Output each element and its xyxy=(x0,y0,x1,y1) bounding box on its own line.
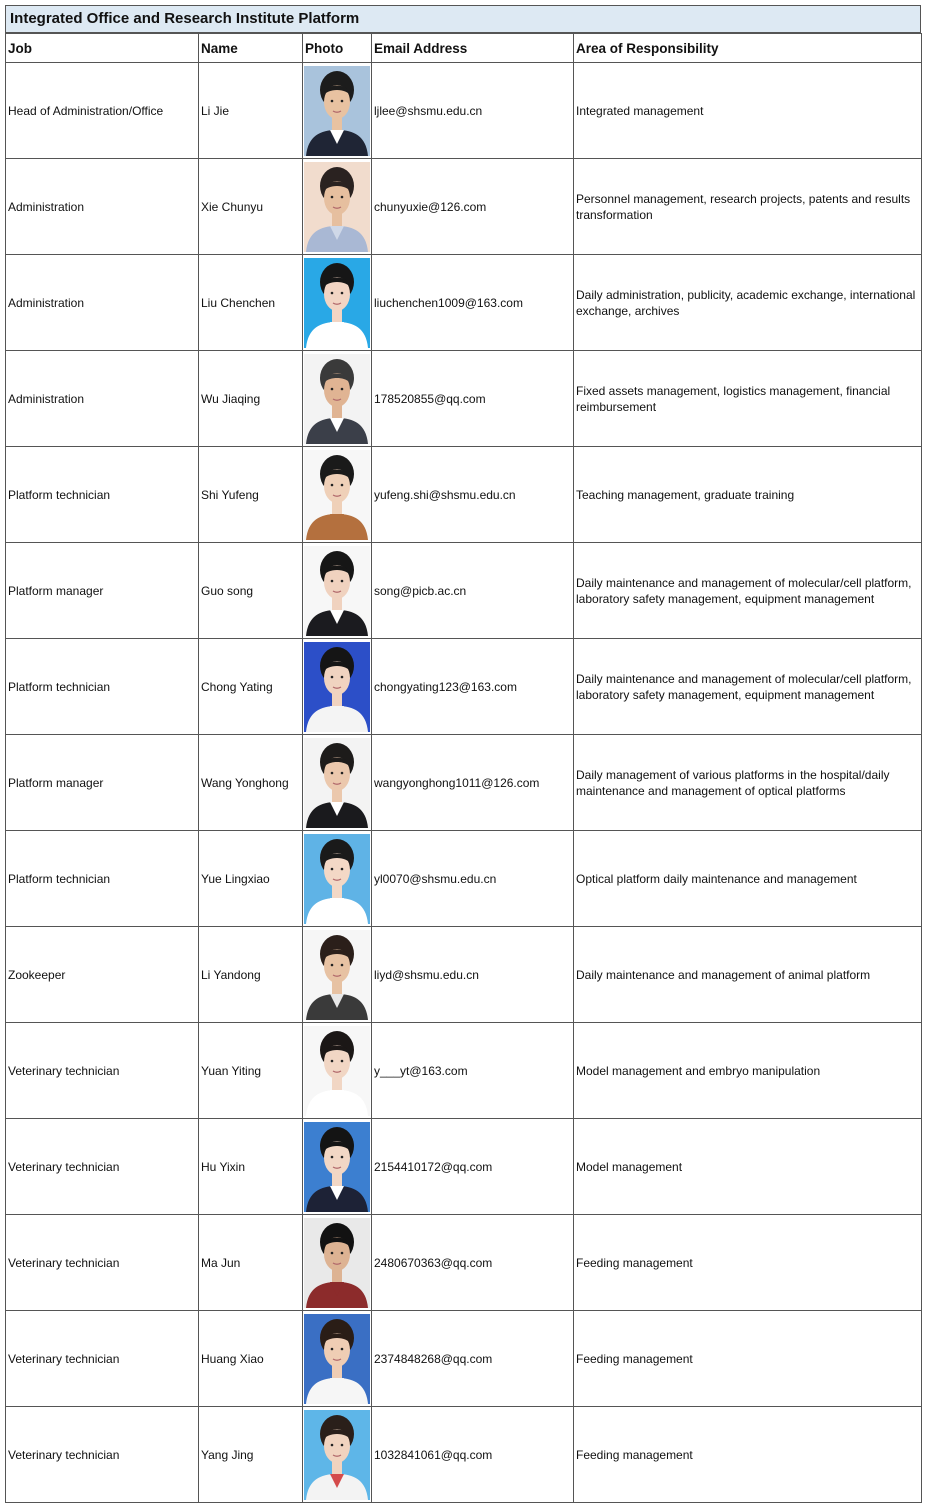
email-cell: ljlee@shsmu.edu.cn xyxy=(372,63,574,159)
portrait-photo xyxy=(304,258,370,348)
photo-cell xyxy=(303,1215,372,1311)
staff-sheet xyxy=(5,5,921,1503)
responsibility-cell: Optical platform daily maintenance and management xyxy=(574,831,922,927)
responsibility-cell: Daily management of various platforms in the hospital/daily maintenance and management of optical platforms xyxy=(574,735,922,831)
portrait-photo xyxy=(304,1410,370,1500)
portrait-photo xyxy=(304,546,370,636)
table-row xyxy=(6,927,922,1023)
table-row xyxy=(6,447,922,543)
job-cell: Platform technician xyxy=(6,831,199,927)
job-cell: Veterinary technician xyxy=(6,1119,199,1215)
job-cell: Administration xyxy=(6,159,199,255)
responsibility-cell: Fixed assets management, logistics management, financial reimbursement xyxy=(574,351,922,447)
email-cell: liuchenchen1009@163.com xyxy=(372,255,574,351)
table-row xyxy=(6,831,922,927)
job-cell: Veterinary technician xyxy=(6,1023,199,1119)
table-row xyxy=(6,63,922,159)
photo-cell xyxy=(303,351,372,447)
table-row xyxy=(6,543,922,639)
header-email: Email Address xyxy=(372,34,574,63)
name-cell: Wu Jiaqing xyxy=(199,351,303,447)
portrait-photo xyxy=(304,834,370,924)
name-cell: Yuan Yiting xyxy=(199,1023,303,1119)
portrait-photo xyxy=(304,1314,370,1404)
photo-cell xyxy=(303,735,372,831)
name-cell: Ma Jun xyxy=(199,1215,303,1311)
portrait-photo xyxy=(304,354,370,444)
email-cell: yufeng.shi@shsmu.edu.cn xyxy=(372,447,574,543)
photo-cell xyxy=(303,1407,372,1503)
header-name: Name xyxy=(199,34,303,63)
responsibility-cell: Feeding management xyxy=(574,1215,922,1311)
table-row xyxy=(6,1023,922,1119)
email-cell: wangyonghong1011@126.com xyxy=(372,735,574,831)
staff-table xyxy=(5,33,922,1503)
email-cell: 178520855@qq.com xyxy=(372,351,574,447)
table-row xyxy=(6,735,922,831)
name-cell: Xie Chunyu xyxy=(199,159,303,255)
name-cell: Yang Jing xyxy=(199,1407,303,1503)
portrait-photo xyxy=(304,1218,370,1308)
email-cell: 2480670363@qq.com xyxy=(372,1215,574,1311)
job-cell: Administration xyxy=(6,255,199,351)
email-cell: chongyating123@163.com xyxy=(372,639,574,735)
job-cell: Veterinary technician xyxy=(6,1311,199,1407)
photo-cell xyxy=(303,927,372,1023)
job-cell: Zookeeper xyxy=(6,927,199,1023)
portrait-photo xyxy=(304,66,370,156)
portrait-photo xyxy=(304,642,370,732)
header-area: Area of Responsibility xyxy=(574,34,922,63)
email-cell: liyd@shsmu.edu.cn xyxy=(372,927,574,1023)
photo-cell xyxy=(303,63,372,159)
responsibility-cell: Daily maintenance and management of molecular/cell platform, laboratory safety management, equipment management xyxy=(574,543,922,639)
portrait-photo xyxy=(304,162,370,252)
photo-cell xyxy=(303,255,372,351)
name-cell: Chong Yating xyxy=(199,639,303,735)
table-row xyxy=(6,639,922,735)
email-cell: 2154410172@qq.com xyxy=(372,1119,574,1215)
table-row xyxy=(6,159,922,255)
photo-cell xyxy=(303,159,372,255)
name-cell: Shi Yufeng xyxy=(199,447,303,543)
name-cell: Wang Yonghong xyxy=(199,735,303,831)
responsibility-cell: Model management and embryo manipulation xyxy=(574,1023,922,1119)
photo-cell xyxy=(303,831,372,927)
portrait-photo xyxy=(304,930,370,1020)
name-cell: Li Yandong xyxy=(199,927,303,1023)
email-cell: 2374848268@qq.com xyxy=(372,1311,574,1407)
responsibility-cell: Daily maintenance and management of animal platform xyxy=(574,927,922,1023)
photo-cell xyxy=(303,447,372,543)
table-row xyxy=(6,351,922,447)
job-cell: Administration xyxy=(6,351,199,447)
job-cell: Platform manager xyxy=(6,543,199,639)
responsibility-cell: Model management xyxy=(574,1119,922,1215)
name-cell: Yue Lingxiao xyxy=(199,831,303,927)
name-cell: Guo song xyxy=(199,543,303,639)
photo-cell xyxy=(303,1119,372,1215)
email-cell: song@picb.ac.cn xyxy=(372,543,574,639)
portrait-photo xyxy=(304,1122,370,1212)
portrait-photo xyxy=(304,1026,370,1116)
job-cell: Platform technician xyxy=(6,447,199,543)
header-job: Job xyxy=(6,34,199,63)
table-row xyxy=(6,1407,922,1503)
sheet-title: Integrated Office and Research Institute Platform xyxy=(5,5,921,33)
table-row xyxy=(6,1311,922,1407)
photo-cell xyxy=(303,639,372,735)
responsibility-cell: Integrated management xyxy=(574,63,922,159)
portrait-photo xyxy=(304,450,370,540)
name-cell: Li Jie xyxy=(199,63,303,159)
job-cell: Head of Administration/Office xyxy=(6,63,199,159)
responsibility-cell: Feeding management xyxy=(574,1311,922,1407)
responsibility-cell: Personnel management, research projects, patents and results transformation xyxy=(574,159,922,255)
email-cell: 1032841061@qq.com xyxy=(372,1407,574,1503)
email-cell: chunyuxie@126.com xyxy=(372,159,574,255)
portrait-photo xyxy=(304,738,370,828)
table-row xyxy=(6,255,922,351)
job-cell: Veterinary technician xyxy=(6,1215,199,1311)
email-cell: y___yt@163.com xyxy=(372,1023,574,1119)
photo-cell xyxy=(303,1311,372,1407)
job-cell: Platform technician xyxy=(6,639,199,735)
name-cell: Huang Xiao xyxy=(199,1311,303,1407)
header-photo: Photo xyxy=(303,34,372,63)
table-row xyxy=(6,1119,922,1215)
responsibility-cell: Teaching management, graduate training xyxy=(574,447,922,543)
email-cell: yl0070@shsmu.edu.cn xyxy=(372,831,574,927)
photo-cell xyxy=(303,1023,372,1119)
table-row xyxy=(6,1215,922,1311)
header-row xyxy=(6,34,922,63)
responsibility-cell: Daily administration, publicity, academic exchange, international exchange, archives xyxy=(574,255,922,351)
job-cell: Platform manager xyxy=(6,735,199,831)
responsibility-cell: Feeding management xyxy=(574,1407,922,1503)
responsibility-cell: Daily maintenance and management of molecular/cell platform, laboratory safety management, equipment management xyxy=(574,639,922,735)
name-cell: Liu Chenchen xyxy=(199,255,303,351)
job-cell: Veterinary technician xyxy=(6,1407,199,1503)
photo-cell xyxy=(303,543,372,639)
name-cell: Hu Yixin xyxy=(199,1119,303,1215)
table-body xyxy=(6,63,922,1503)
